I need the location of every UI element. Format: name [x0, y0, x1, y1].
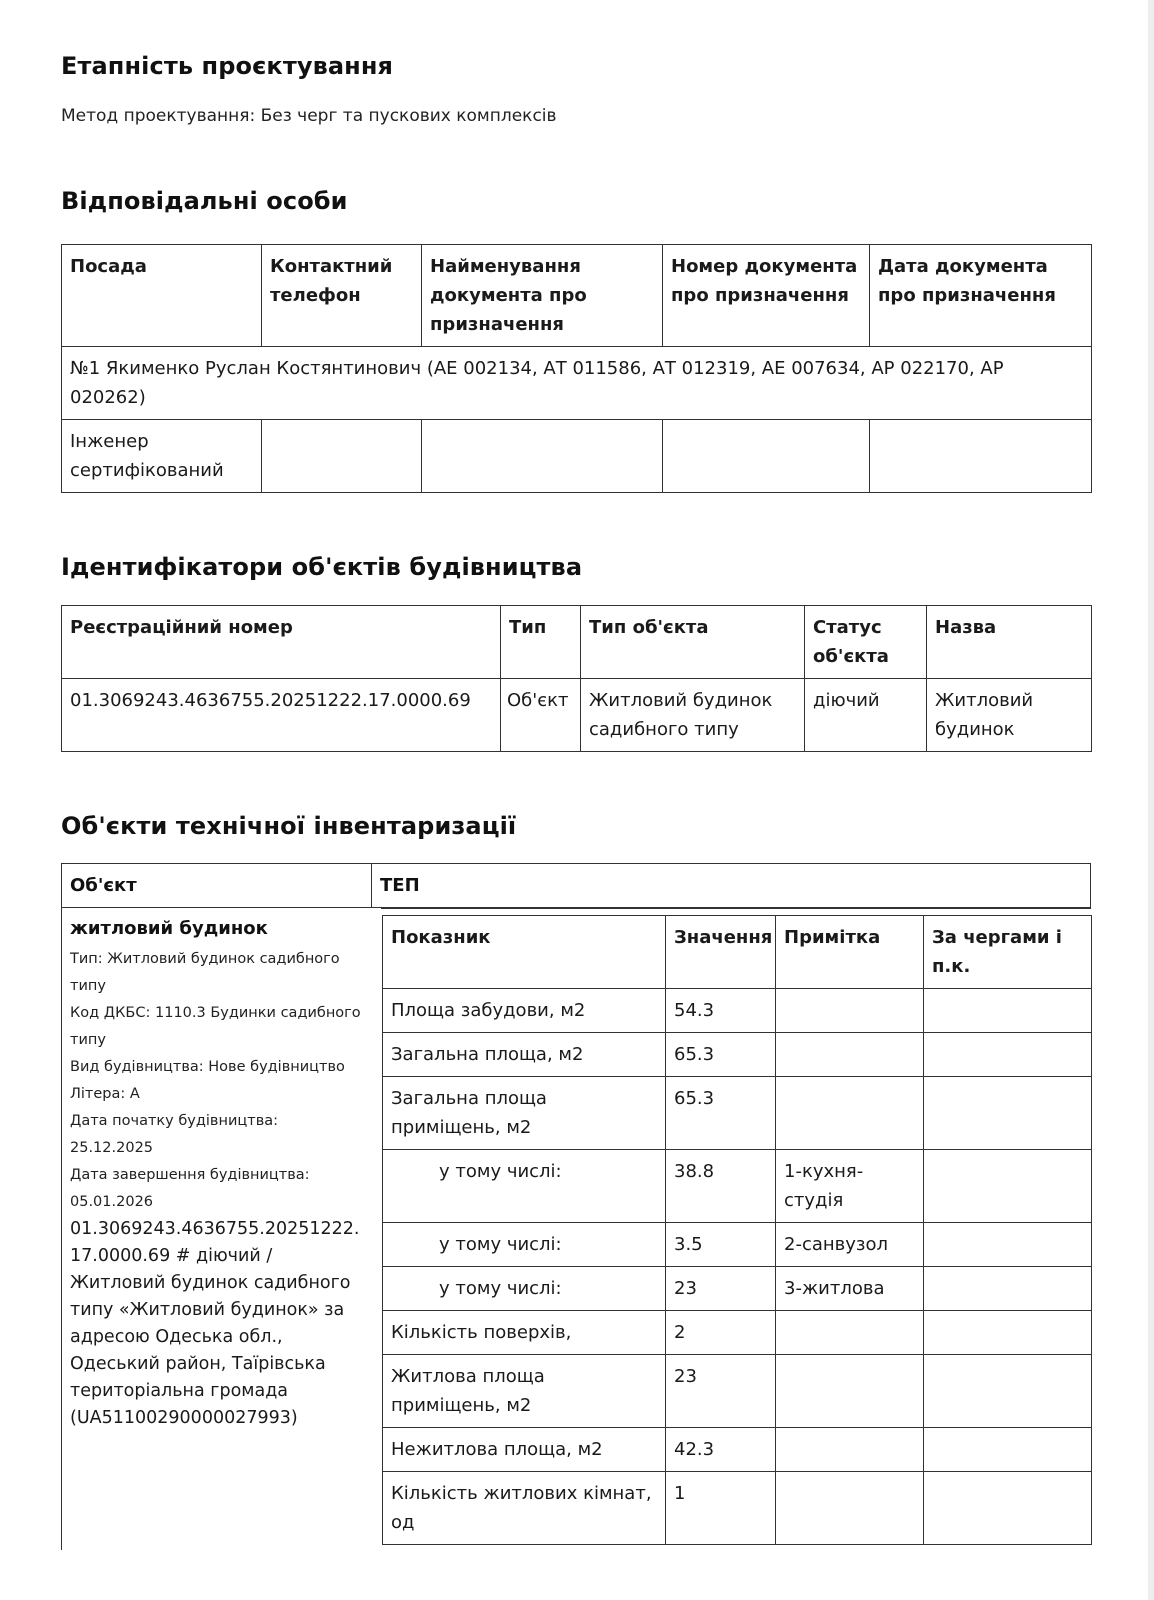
table-row — [383, 1077, 1092, 1150]
table-row — [383, 1355, 1092, 1428]
table-row — [383, 1428, 1092, 1472]
cell-indicator: Нежитлова площа, м2 — [383, 1428, 666, 1472]
cell-position: Інженер сертифікований — [62, 420, 262, 493]
section-title-inventory: Об'єкти технічної інвентаризації — [61, 812, 517, 840]
cell-reg-number: 01.3069243.4636755.20251222.17.0000.69 — [62, 679, 501, 752]
table-row-person — [62, 347, 1092, 420]
cell-doc-number — [663, 420, 870, 493]
cell-indicator: Загальна площа, м2 — [383, 1033, 666, 1077]
inventory-object-cell — [61, 908, 371, 1550]
cell-note — [776, 1428, 924, 1472]
column-header-stages: За чергами і п.к. — [924, 916, 1092, 989]
column-header-doc-date: Дата документа про призначення — [870, 245, 1092, 347]
cell-note — [776, 989, 924, 1033]
object-meta-type: Тип: Житловий будинок садибного типу — [70, 951, 340, 994]
column-header-doc-number: Номер документа про призначення — [663, 245, 870, 347]
cell-note — [776, 1355, 924, 1428]
responsible-person-name: №1 Якименко Руслан Костянтинович (АЕ 002134, АТ 011586, АТ 012319, АЕ 007634, АР 022170, АР 020262) — [62, 347, 1092, 420]
cell-phone — [262, 420, 422, 493]
cell-indicator: Загальна площа приміщень, м2 — [383, 1077, 666, 1150]
section-title-stages: Етапність проєктування — [61, 52, 394, 80]
table-header-row — [62, 245, 1092, 347]
cell-indicator: у тому числі: — [383, 1267, 666, 1311]
cell-value: 42.3 — [666, 1428, 776, 1472]
column-header-name: Назва — [927, 606, 1092, 679]
column-header-indicator: Показник — [383, 916, 666, 989]
cell-note: 2-санвузол — [776, 1223, 924, 1267]
cell-object-type: Житловий будинок садибного типу — [581, 679, 805, 752]
object-description-line: 17.0000.69 # діючий / — [70, 1246, 273, 1266]
cell-value: 3.5 — [666, 1223, 776, 1267]
column-header-value: Значення — [666, 916, 776, 989]
cell-stages — [924, 1311, 1092, 1355]
object-meta-end-date: Дата завершення будівництва: 05.01.2026 — [70, 1167, 310, 1210]
cell-value: 65.3 — [666, 1033, 776, 1077]
section-title-identifiers: Ідентифікатори об'єктів будівництва — [61, 553, 583, 581]
column-header-type: Тип — [501, 606, 581, 679]
design-method-text: Метод проектування: Без черг та пускових комплексів — [61, 106, 557, 126]
cell-doc-date — [870, 420, 1092, 493]
cell-indicator: Житлова площа приміщень, м2 — [383, 1355, 666, 1428]
cell-value: 23 — [666, 1267, 776, 1311]
table-row — [383, 1150, 1092, 1223]
cell-value: 54.3 — [666, 989, 776, 1033]
table-header-row — [62, 606, 1092, 679]
table-row — [383, 989, 1092, 1033]
table-row — [383, 1267, 1092, 1311]
divider — [381, 908, 1091, 909]
responsible-persons-table — [61, 244, 1092, 493]
cell-stages — [924, 1223, 1092, 1267]
cell-value: 65.3 — [666, 1077, 776, 1150]
section-title-responsible: Відповідальні особи — [61, 187, 348, 215]
table-row — [383, 1311, 1092, 1355]
cell-note — [776, 1311, 924, 1355]
column-header-phone: Контактний телефон — [262, 245, 422, 347]
cell-stages — [924, 1267, 1092, 1311]
cell-value: 2 — [666, 1311, 776, 1355]
cell-stages — [924, 1033, 1092, 1077]
construction-identifiers-table — [61, 605, 1092, 752]
object-meta-start-date: Дата початку будівництва: 25.12.2025 — [70, 1113, 279, 1156]
column-header-tep: ТЕП — [380, 875, 420, 896]
table-header-row — [383, 916, 1092, 989]
cell-stages — [924, 1428, 1092, 1472]
cell-note: 1-кухня-студія — [776, 1150, 924, 1223]
column-header-status: Статус об'єкта — [805, 606, 927, 679]
table-row — [383, 1472, 1092, 1545]
inventory-header-row — [61, 863, 1091, 908]
cell-stages — [924, 1150, 1092, 1223]
cell-value: 38.8 — [666, 1150, 776, 1223]
cell-indicator: Кількість житлових кімнат, од — [383, 1472, 666, 1545]
page-right-edge — [1148, 0, 1154, 1600]
column-header-note: Примітка — [776, 916, 924, 989]
object-meta-letter: Літера: А — [70, 1086, 140, 1102]
table-row — [62, 679, 1092, 752]
cell-indicator: у тому числі: — [383, 1150, 666, 1223]
column-header-reg-number: Реєстраційний номер — [62, 606, 501, 679]
cell-indicator: Площа забудови, м2 — [383, 989, 666, 1033]
column-header-object-type: Тип об'єкта — [581, 606, 805, 679]
object-description — [70, 1216, 363, 1432]
cell-type: Об'єкт — [501, 679, 581, 752]
cell-stages — [924, 1472, 1092, 1545]
column-header-doc-name: Найменування документа про призначення — [422, 245, 663, 347]
table-row — [62, 420, 1092, 493]
cell-note — [776, 1472, 924, 1545]
cell-note — [776, 1033, 924, 1077]
cell-stages — [924, 1077, 1092, 1150]
cell-note: 3-житлова — [776, 1267, 924, 1311]
object-description-rest: Житловий будинок садибного типу «Житловий будинок» за адресою Одеська обл., Одеський район, Таїрівська територіальна громада (UA51100290000027993) — [70, 1273, 351, 1428]
cell-status: діючий — [805, 679, 927, 752]
object-meta-dkbs-code: Код ДКБС: 1110.3 Будинки садибного типу — [70, 1005, 361, 1048]
cell-name: Житловий будинок — [927, 679, 1092, 752]
cell-indicator: у тому числі: — [383, 1223, 666, 1267]
cell-doc-name — [422, 420, 663, 493]
cell-indicator: Кількість поверхів, — [383, 1311, 666, 1355]
tep-indicators-table — [382, 915, 1092, 1545]
object-meta-construction-kind: Вид будівництва: Нове будівництво — [70, 1059, 345, 1075]
object-title: житловий будинок — [70, 918, 268, 939]
table-row — [383, 1223, 1092, 1267]
cell-stages — [924, 1355, 1092, 1428]
table-row — [383, 1033, 1092, 1077]
object-description-line: 01.3069243.4636755.20251222. — [70, 1219, 360, 1239]
cell-value: 23 — [666, 1355, 776, 1428]
column-header-position: Посада — [62, 245, 262, 347]
cell-value: 1 — [666, 1472, 776, 1545]
column-header-object: Об'єкт — [62, 864, 372, 907]
cell-stages — [924, 989, 1092, 1033]
cell-note — [776, 1077, 924, 1150]
